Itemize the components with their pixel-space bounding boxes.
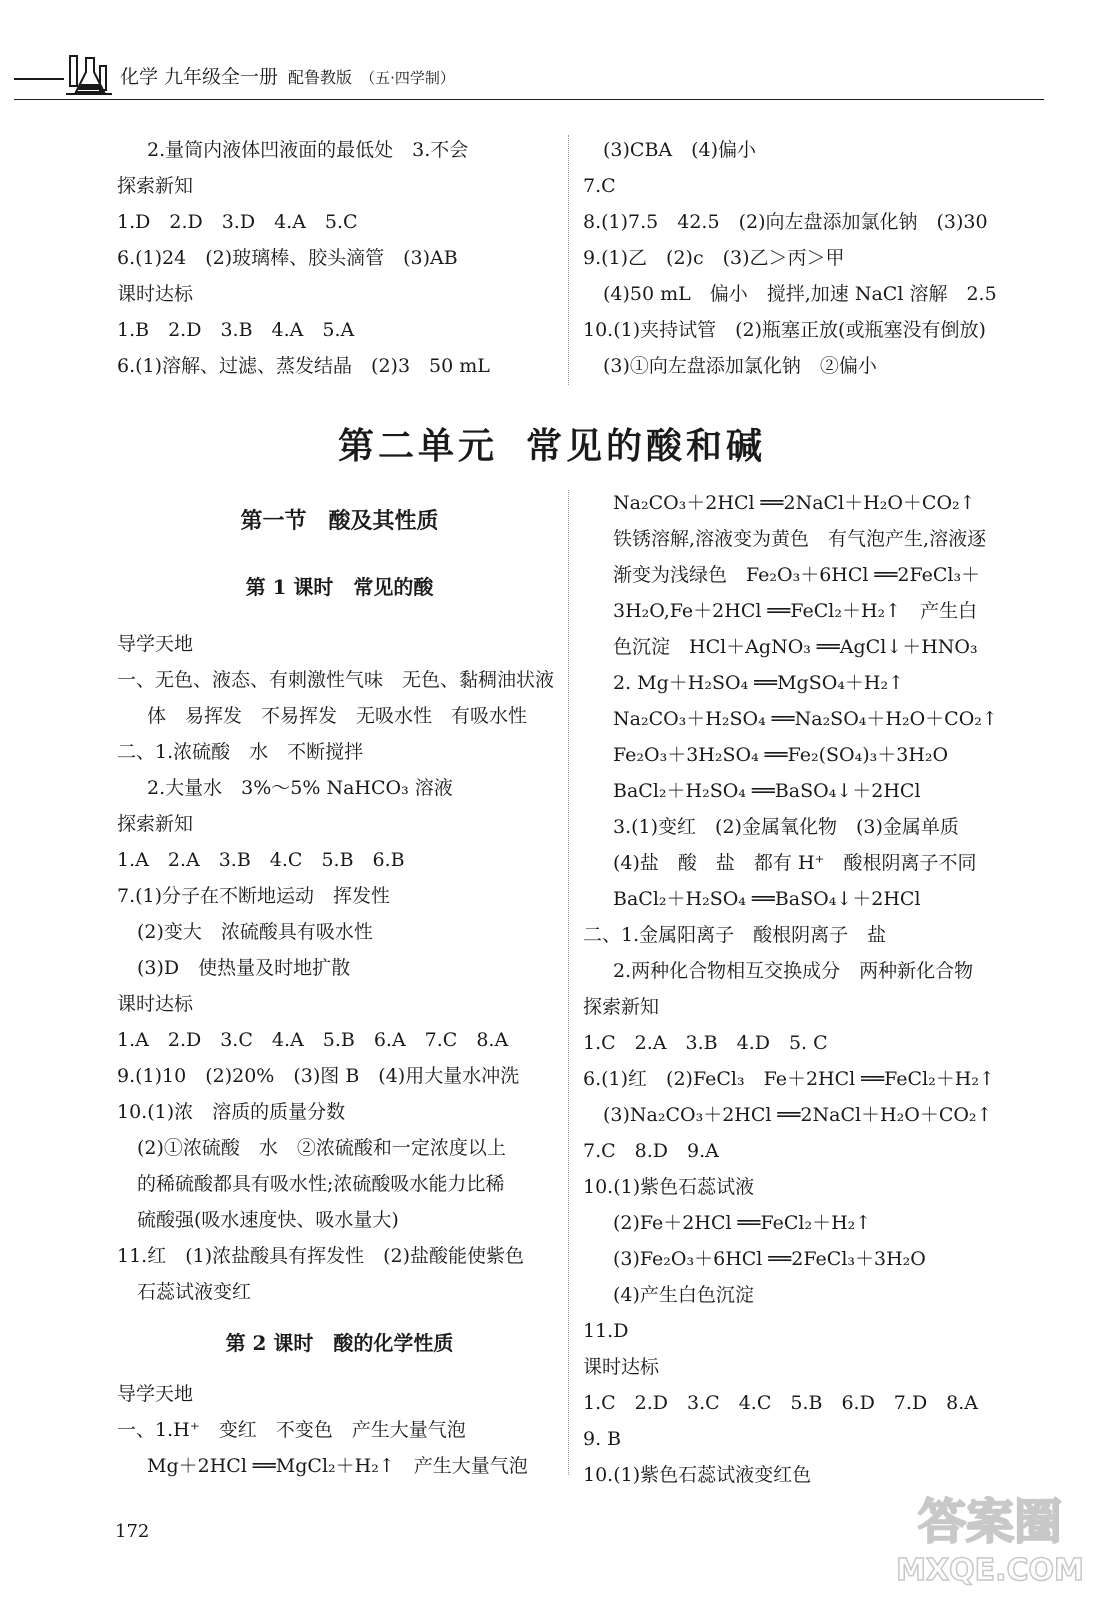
text-line: 1.D 2.D 3.D 4.A 5.C — [117, 211, 358, 233]
text-line: 11.红 (1)浓盐酸具有挥发性 (2)盐酸能使紫色 — [117, 1245, 525, 1267]
watermark-bottom-text: MXQE.COM — [896, 1553, 1084, 1588]
equation-line: (3)Fe₂O₃＋6HCl ══2FeCl₃＋3H₂O — [613, 1248, 926, 1270]
equation-line: Na₂CO₃＋H₂SO₄ ══Na₂SO₄＋H₂O＋CO₂↑ — [613, 708, 998, 730]
text-line: 10.(1)紫色石蕊试液 — [583, 1176, 755, 1198]
text-line: (4)50 mL 偏小 搅拌,加速 NaCl 溶解 2.5 — [603, 283, 997, 305]
subheading: 导学天地 — [117, 633, 194, 655]
text-line: 3.(1)变红 (2)金属氧化物 (3)金属单质 — [613, 816, 959, 838]
subheading: 导学天地 — [117, 1383, 194, 1405]
text-line: 色沉淀 HCl＋AgNO₃ ══AgCl↓＋HNO₃ — [613, 636, 978, 658]
text-line: 8.(1)7.5 42.5 (2)向左盘添加氯化钠 (3)30 — [583, 211, 988, 233]
subheading: 探索新知 — [583, 996, 660, 1018]
text-line: 6.(1)24 (2)玻璃棒、胶头滴管 (3)AB — [117, 247, 458, 269]
page-number: 172 — [115, 1521, 150, 1542]
book-title: 化学 九年级全一册 — [120, 66, 279, 88]
bottom-left-column — [117, 500, 562, 1484]
text-line: 1.B 2.D 3.B 4.A 5.A — [117, 319, 355, 341]
text-line: 7.C — [583, 175, 616, 197]
text-line: 2.两种化合物相互交换成分 两种新化合物 — [613, 960, 974, 982]
lab-flask-icon — [64, 52, 114, 98]
subheading: 探索新知 — [117, 813, 194, 835]
lesson-heading: 第 1 课时 常见的酸 — [245, 575, 434, 599]
text-line: 体 易挥发 不易挥发 无吸水性 有吸水性 — [147, 705, 528, 727]
header-dash — [14, 78, 64, 80]
text-line: 1.A 2.A 3.B 4.C 5.B 6.B — [117, 849, 405, 871]
text-line: (3)①向左盘添加氯化钠 ②偏小 — [603, 355, 877, 377]
lesson-heading: 第 2 课时 酸的化学性质 — [225, 1331, 454, 1355]
text-line: 一、1.H⁺ 变红 不变色 产生大量气泡 — [117, 1419, 466, 1441]
text-line: (2)①浓硫酸 水 ②浓硫酸和一定浓度以上 — [137, 1137, 506, 1159]
text-line: 3H₂O,Fe＋2HCl ══FeCl₂＋H₂↑ 产生白 — [613, 600, 978, 622]
equation-line: (3)Na₂CO₃＋2HCl ══2NaCl＋H₂O＋CO₂↑ — [603, 1104, 993, 1126]
header-rule — [14, 99, 1044, 100]
text-line: 6.(1)红 (2)FeCl₃ Fe＋2HCl ══FeCl₂＋H₂↑ — [583, 1068, 995, 1090]
column-divider — [568, 490, 570, 1475]
text-line: 7.C 8.D 9.A — [583, 1140, 719, 1162]
text-line: 2.大量水 3%～5% NaHCO₃ 溶液 — [147, 777, 453, 799]
text-line: (4)盐 酸 盐 都有 H⁺ 酸根阴离子不同 — [613, 852, 977, 874]
text-line: 渐变为浅绿色 Fe₂O₃＋6HCl ══2FeCl₃＋ — [613, 564, 981, 586]
equation-line: 2. Mg＋H₂SO₄ ══MgSO₄＋H₂↑ — [613, 672, 905, 694]
text-line: 硫酸强(吸水速度快、吸水量大) — [137, 1209, 399, 1231]
text-line: Mg＋2HCl ══MgCl₂＋H₂↑ 产生大量气泡 — [147, 1455, 528, 1477]
subheading: 课时达标 — [117, 283, 194, 305]
unit-title — [0, 418, 1104, 469]
text-line: 9.(1)乙 (2)c (3)乙＞丙＞甲 — [583, 247, 845, 269]
watermark-top-text: 答案圈 — [917, 1494, 1063, 1550]
equation-line: BaCl₂＋H₂SO₄ ══BaSO₄↓＋2HCl — [613, 888, 921, 910]
column-divider — [568, 135, 570, 385]
text-line: 10.(1)紫色石蕊试液变红色 — [583, 1464, 812, 1486]
equation-line: (2)Fe＋2HCl ══FeCl₂＋H₂↑ — [613, 1212, 872, 1234]
text-line: 9. B — [583, 1428, 622, 1450]
unit-name: 常见的酸和碱 — [526, 425, 767, 467]
text-line: 11.D — [583, 1320, 629, 1342]
text-line: 7.(1)分子在不断地运动 挥发性 — [117, 885, 391, 907]
text-line: 石蕊试液变红 — [137, 1281, 252, 1303]
top-right-column — [583, 132, 1053, 384]
text-line: 铁锈溶解,溶液变为黄色 有气泡产生,溶液逐 — [613, 528, 987, 550]
text-line: 的稀硫酸都具有吸水性;浓硫酸吸水能力比稀 — [137, 1173, 505, 1195]
text-line: 1.A 2.D 3.C 4.A 5.B 6.A 7.C 8.A — [117, 1029, 509, 1051]
subheading: 课时达标 — [583, 1356, 660, 1378]
text-line: 6.(1)溶解、过滤、蒸发结晶 (2)3 50 mL — [117, 355, 490, 377]
text-line: 二、1.金属阳离子 酸根阴离子 盐 — [583, 924, 887, 946]
top-left-column — [117, 132, 557, 384]
text-line: (4)产生白色沉淀 — [613, 1284, 754, 1306]
bottom-right-column — [583, 485, 1053, 1493]
equation-line: Na₂CO₃＋2HCl ══2NaCl＋H₂O＋CO₂↑ — [613, 492, 976, 514]
section-heading: 第一节 酸及其性质 — [240, 508, 439, 534]
equation-line: Fe₂O₃＋3H₂SO₄ ══Fe₂(SO₄)₃＋3H₂O — [613, 744, 949, 766]
subheading: 课时达标 — [117, 993, 194, 1015]
equation-line: BaCl₂＋H₂SO₄ ══BaSO₄↓＋2HCl — [613, 780, 921, 802]
subheading: 探索新知 — [117, 175, 194, 197]
text-line: 1.C 2.D 3.C 4.C 5.B 6.D 7.D 8.A — [583, 1392, 979, 1414]
page-header — [0, 0, 1104, 100]
text-line: (2)变大 浓硫酸具有吸水性 — [137, 921, 373, 943]
book-subtitle: 配鲁教版 — [288, 68, 353, 87]
text-line: 10.(1)夹持试管 (2)瓶塞正放(或瓶塞没有倒放) — [583, 319, 986, 341]
text-line: 2.量筒内液体凹液面的最低处 3.不会 — [147, 139, 469, 161]
text-line: 二、1.浓硫酸 水 不断搅拌 — [117, 741, 364, 763]
text-line: (3)D 使热量及时地扩散 — [137, 957, 351, 979]
header-title — [120, 62, 455, 89]
text-line: 一、无色、液态、有刺激性气味 无色、黏稠油状液 — [117, 669, 555, 691]
text-line: 10.(1)浓 溶质的质量分数 — [117, 1101, 346, 1123]
text-line: 1.C 2.A 3.B 4.D 5. C — [583, 1032, 828, 1054]
text-line: (3)CBA (4)偏小 — [603, 139, 757, 161]
watermark-logo — [880, 1480, 1100, 1590]
book-edition: （五·四学制） — [360, 69, 455, 87]
text-line: 9.(1)10 (2)20% (3)图 B (4)用大量水冲洗 — [117, 1065, 520, 1087]
unit-number: 第二单元 — [337, 425, 498, 467]
